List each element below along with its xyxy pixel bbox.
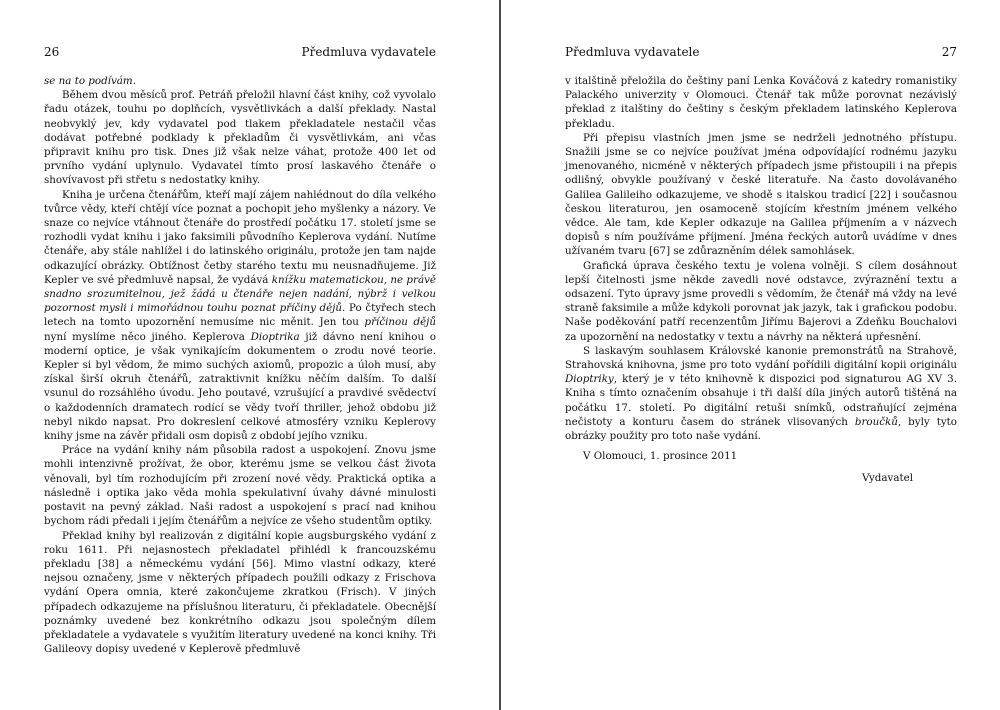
left-page-header	[44, 42, 436, 62]
text-run: , který je v této knihovně k dispozici pod signaturou AG XV 3. Kniha s tímto označením obsahuje i tři další díla jiných autorů tištěná na počátku 17. století. Po digitální retuši snímků, odstraňující zejména nečistoty a konturu časem do stránek vlisovaných	[565, 373, 957, 428]
text-run: S laskavým souhlasem Královské kanonie premonstrátů na Strahově, Strahovská knihovna, jsme pro toto vydání pořídili digitální kopii originálu	[565, 344, 957, 372]
left-page	[0, 0, 499, 710]
text-run: , byly tyto obrázky použity pro toto naše vydání.	[565, 415, 957, 443]
italic-text: broučků	[854, 415, 898, 428]
paragraph	[565, 131, 957, 259]
date-line: V Olomouci, 1. prosince 2011	[583, 450, 738, 463]
paragraph	[44, 443, 436, 528]
italic-text: Dioptriky	[565, 373, 614, 386]
text-run: Po čtyřech stech letech na tomto upozornění nemusíme nic měnit. Jen tou	[44, 302, 436, 329]
right-page-body	[565, 74, 957, 486]
paragraph	[44, 188, 436, 444]
text-run: v italštině přeložila do češtiny paní Lenka Kováčová z katedry romanistiky Palackého univerzity v Olomouci. Čtenář tak může porovnat nezávislý překlad z italštiny do češtiny s českým překladem latinského Keplerova překladu.	[565, 75, 957, 130]
right-page-header	[565, 42, 957, 62]
paragraph	[44, 74, 436, 88]
paragraph	[565, 259, 957, 344]
page-number: 26	[44, 45, 60, 59]
text-run: Práce na vydání knihy nám působila radost a uspokojení. Znovu jsme mohli intenzivně prožívat, že obor, kterému jsme se velkou část života věnovali, byl tím rozhodujícím při zrození nové vědy. Praktická optika a následně i optika jako věda mohla spekulativní úvahy dávné minulosti postavit na pevný základ. Naši radost a uspokojení s prací nad knihou bychom rádi předali i jejím čtenářům a nejvíce ze všeho studentům optiky.	[44, 444, 436, 528]
page-number: 27	[941, 45, 957, 59]
paragraph	[44, 88, 436, 187]
italic-text: Dioptrika	[250, 330, 300, 343]
text-run: Kniha je určena čtenářům, kteří mají zájem nahlédnout do díla velkého tvůrce vědy, kteří chtějí více poznat a pochopit jeho myšlenky a názory. Ve snaze co nejvíce vtáhnout čtenáře do prostředí počátku 17. století jsme se rozhodli vydat knihu i jako faksimili původního Keplerova vydání. Nutíme čtenáře, aby stále nahlížel i do latinského originálu, protože jen tam najde odkazující obrázky. Obtížnost četby starého textu mu neusnadňujeme. Již Kepler ve své předmluvě napsal, že vydává	[44, 188, 436, 286]
right-page	[501, 0, 1000, 710]
running-head: Předmluva vydavatele	[301, 45, 436, 59]
italic-text: se na to podívám.	[44, 75, 136, 87]
italic-text: příčinou dějů	[364, 316, 436, 329]
text-run: nyní myslíme něco jiného. Keplerova	[44, 330, 251, 343]
text-run: již dávno není knihou o moderní optice, je však vynikajícím dokumentem o zrodu nové teorie. Kepler si byl vědom, že mimo suchých axiomů, propozic a úloh musí, aby získal širší okruh čtenářů, zatraktivnit knížku něčím dalším. To další vsunul do rozsáhlého úvodu. Jeho poutavé, vzrušující a pravdivé svědectví o každodenních dramatech rodící se vědy tvoří thriller, jehož obdobu již nebyl nikdo napsat. Pro dokreslení celkové atmosféry vzniku Keplerovy knihy jsme na závěr přidali osm dopisů z období jejího vzniku.	[44, 330, 436, 443]
running-head: Předmluva vydavatele	[565, 45, 700, 59]
paragraph-group	[565, 74, 957, 443]
signature: Vydavatel	[861, 472, 913, 485]
italic-text: knížku matematickou, ne právě snadno srozumitelnou, jež žádá u čtenáře nejen nadání, nýbrž i velkou pozornost mysli i mimořádnou touhu poznat příčiny dějů.	[44, 273, 436, 315]
text-run: Překlad knihy byl realizován z digitální kopie augsburgského vydání z roku 1611. Při nejasnostech překladatel přihlédl k francouzskému překladu [38] a německému vydání [56]. Mimo vlastní odkazy, které nejsou označeny, jsme v některých případech použili odkazy z Frischova vydání Opera omnia, které zakončujeme zkratkou (Frisch). V jiných případech odkazujeme na příslušnou literaturu, či překladatele. Obecnější poznámky uvedené bez konkrétního odkazu jsou společným dílem překladatele a vydavatele s využitím literatury uvedené na konci knihy. Tři Galileovy dopisy uvedené v Keplerově předmluvě	[44, 529, 436, 656]
paragraph	[565, 344, 957, 443]
left-page-body	[44, 74, 436, 656]
text-run: Během dvou měsíců prof. Petráň přeložil hlavní část knihy, což vyvolalo řadu otázek, touhu po doplňcích, vysvětlivkách a další překlady. Nastal neobvyklý jev, kdy vydavatel pod tlakem překladatele nestačil včas dodávat potřebné podklady k překladům či vysvětlivkám, ani včas připravit knihu pro tisk. Dnes již však nelze váhat, protože 400 let od prvního vydání uplynulo. Vydavatel tímto prosí laskavého čtenáře o shovívavost při střetu s nedostatky knihy.	[44, 89, 436, 187]
text-run: Grafická úprava českého textu je volena volněji. S cílem dosáhnout lepší čitelnosti jsme někde zavedli nové odstavce, zvýraznění textu a odsazení. Tyto úpravy jsme provedli s vědomím, že čtenář má vždy na levé straně faksimile a může kdykoli porovnat jak jazyk, tak i grafickou podobu. Naše poděkování patří recenzentům Jiřímu Bajerovi a Zdeňku Bouchalovi za upozornění na nedostatky v textu a návrhy na některá upřesnění.	[565, 259, 957, 343]
text-run: Při přepisu vlastních jmen jsme se nedrželi jednotného přístupu. Snažili jsme se co nejvíce používat jména odpovídající rodnému jazyku jmenovaného, nicméně v některých případech jsme přistoupili i na přepis odlišný, obvykle používaný v české literatuře. Na často dovolávaného Galilea Galileiho odkazujeme, ve shodě s italskou tradicí [22] i současnou českou literaturou, jen osamoceně stojícím křestním jménem velkého vědce. Ale tam, kde Kepler odkazuje na Galilea příjmením a v názvech dopisů s ním používáme příjmení. Jména řeckých autorů uvádíme v dnes užívaném tvaru [67] se zdůrazněním délek samohlásek.	[565, 131, 957, 258]
paragraph	[44, 529, 436, 657]
paragraph	[565, 74, 957, 131]
